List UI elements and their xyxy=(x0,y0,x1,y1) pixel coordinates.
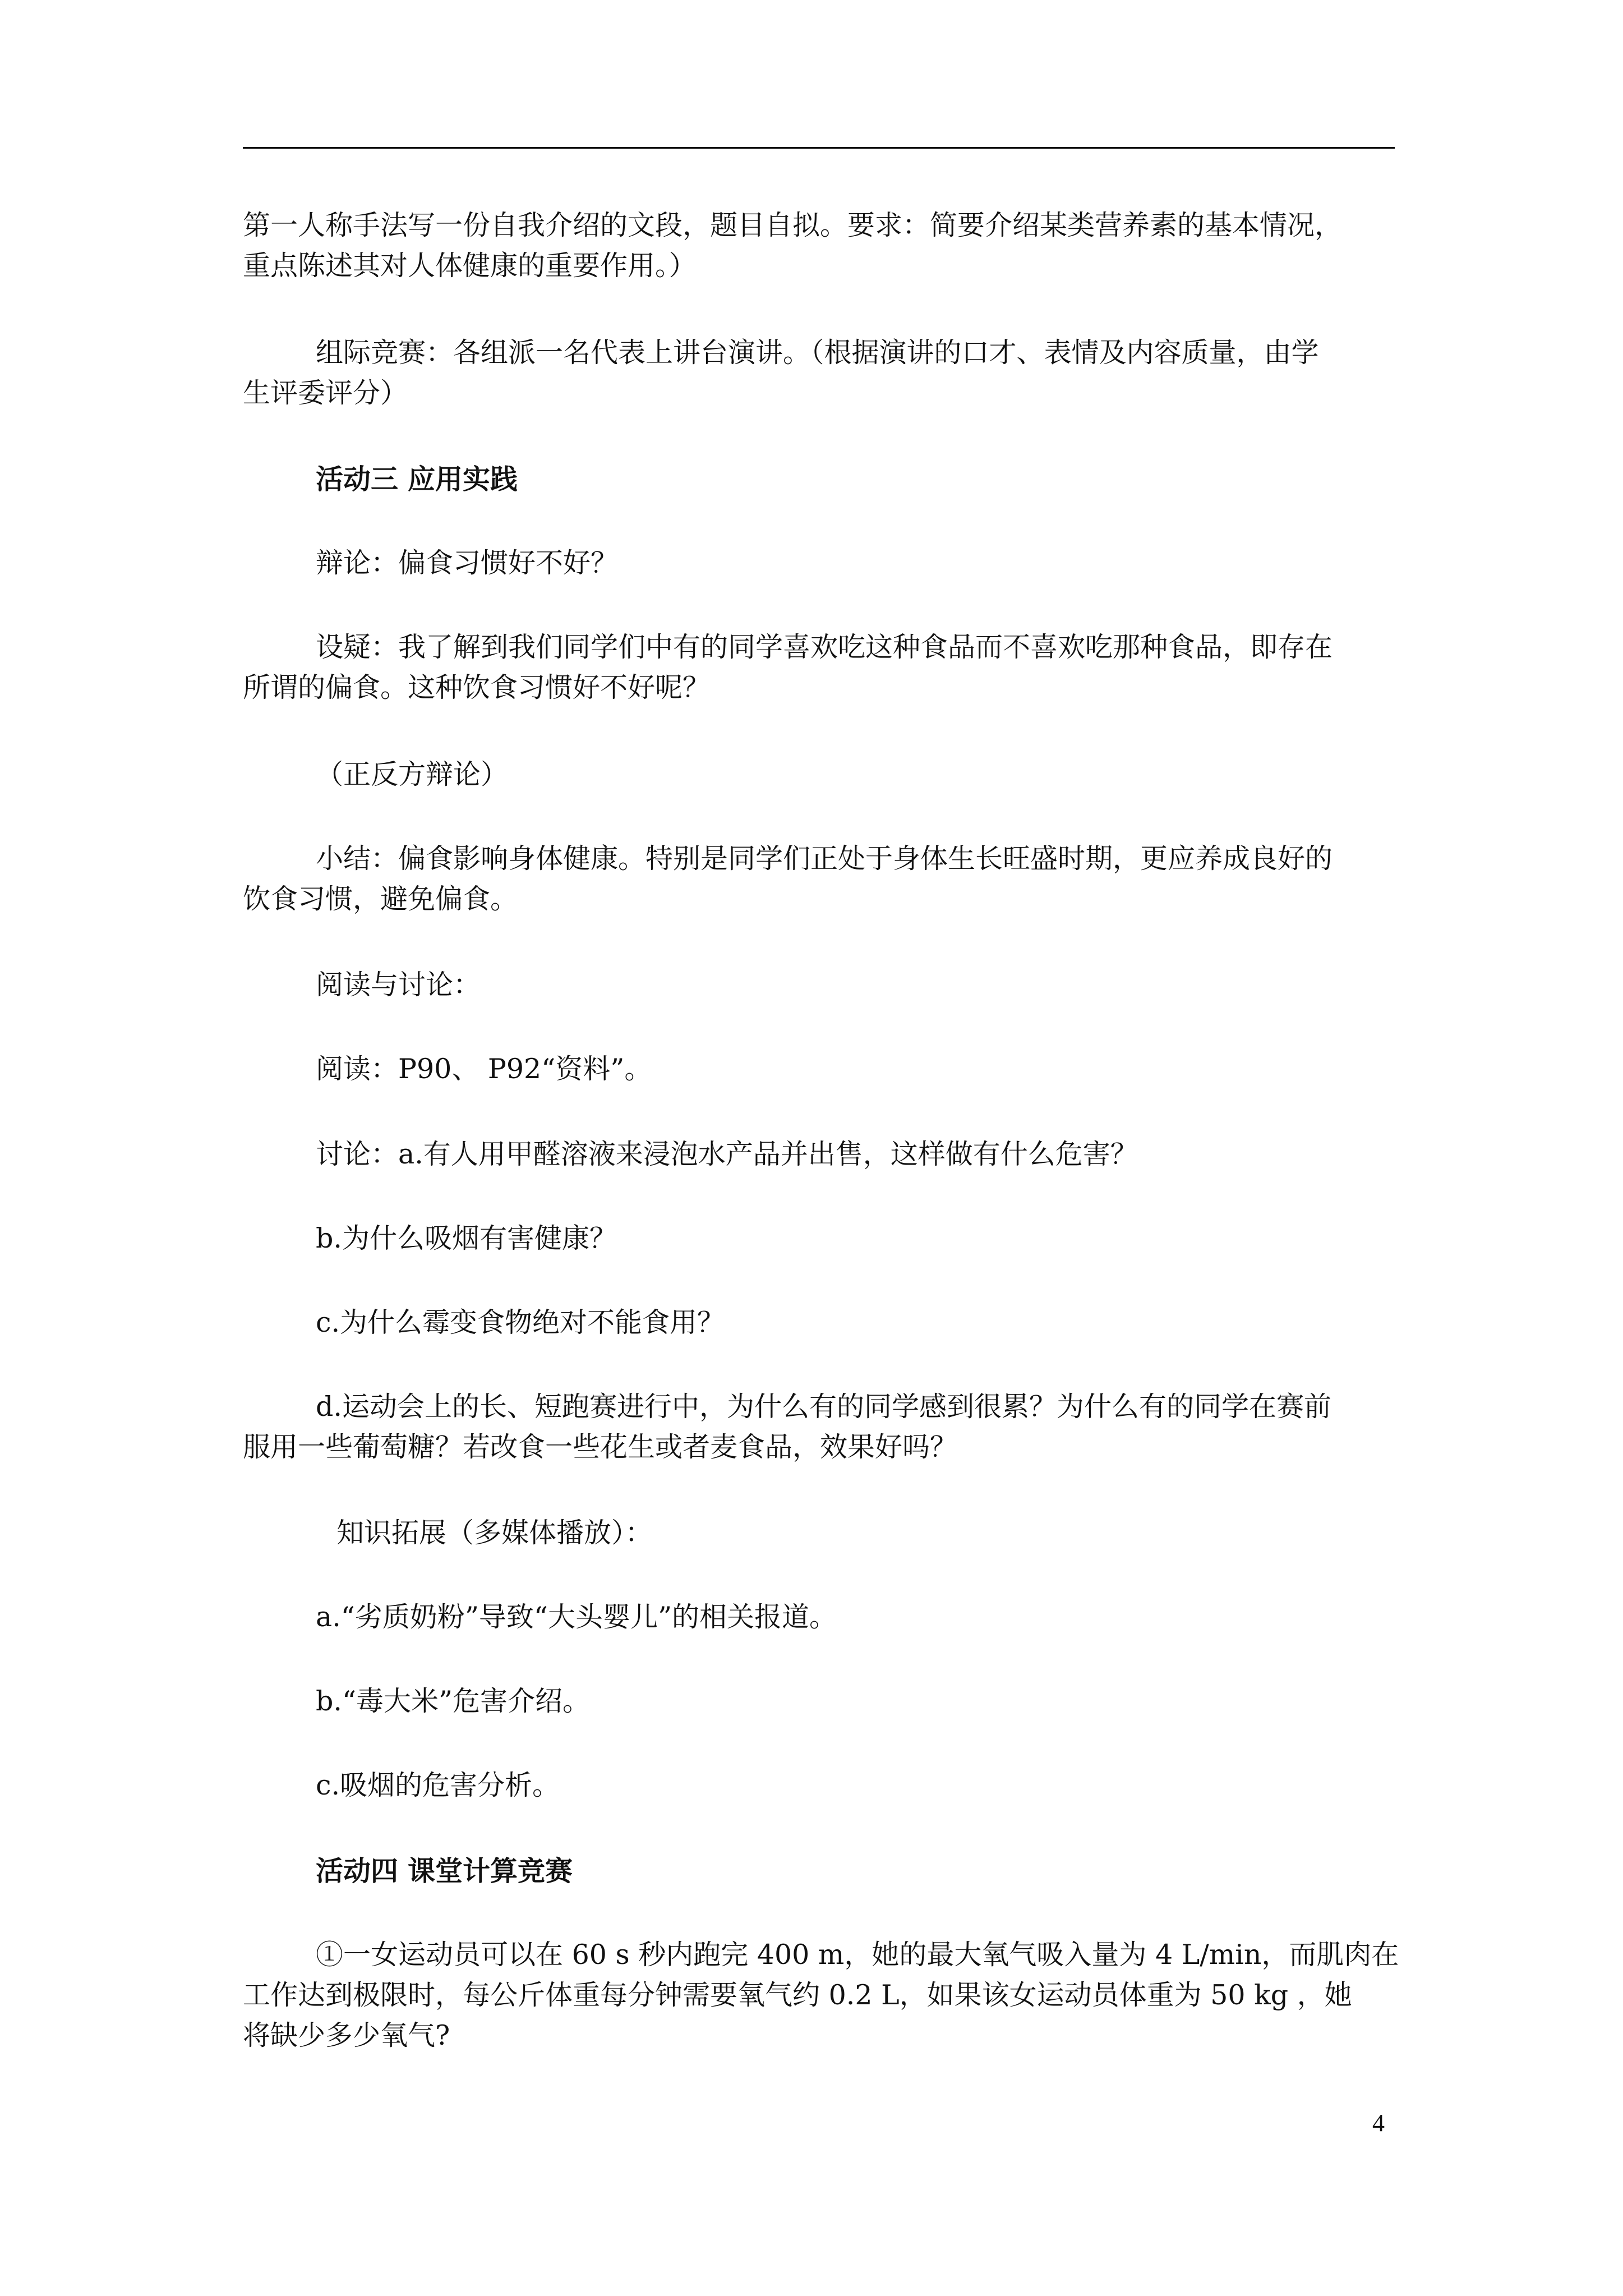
paragraph-summary-line2: 饮食习惯，避免偏食。 xyxy=(243,883,518,915)
paragraph-read-discuss: 阅读与讨论： xyxy=(316,969,481,1001)
paragraph-discuss-d-line2: 服用一些葡萄糖？若改食一些花生或者麦食品，效果好吗？ xyxy=(243,1431,958,1463)
paragraph-knowledge-a: a.“劣质奶粉”导致“大头婴儿”的相关报道。 xyxy=(316,1601,837,1633)
paragraph-read: 阅读：P90、 P92“资料”。 xyxy=(316,1053,652,1085)
heading-activity-4: 活动四 课堂计算竞赛 xyxy=(316,1855,573,1887)
paragraph-discuss-c: c.为什么霉变食物绝对不能食用？ xyxy=(316,1306,725,1338)
paragraph-group-contest-line1: 组际竞赛：各组派一名代表上讲台演讲。（根据演讲的口才、表情及内容质量，由学 xyxy=(316,337,1319,369)
paragraph-calc-line3: 将缺少多少氧气? xyxy=(243,2019,450,2051)
paragraph-pro-con: （正反方辩论） xyxy=(316,758,509,790)
paragraph-discuss-b: b.为什么吸烟有害健康？ xyxy=(316,1222,617,1254)
paragraph-question-line1: 设疑：我了解到我们同学们中有的同学喜欢吃这种食品而不喜欢吃那种食品，即存在 xyxy=(316,631,1333,663)
paragraph-self-intro-line2: 重点陈述其对人体健康的重要作用。） xyxy=(243,250,697,282)
paragraph-discuss-a: 讨论：a.有人用甲醛溶液来浸泡水产品并出售，这样做有什么危害？ xyxy=(316,1138,1138,1170)
heading-activity-3: 活动三 应用实践 xyxy=(316,463,518,495)
paragraph-knowledge: 知识拓展（多媒体播放）： xyxy=(336,1517,653,1549)
paragraph-discuss-d-line1: d.运动会上的长、短跑赛进行中，为什么有的同学感到很累？为什么有的同学在赛前 xyxy=(316,1391,1331,1423)
paragraph-group-contest-line2: 生评委评分） xyxy=(243,377,408,409)
paragraph-summary-line1: 小结：偏食影响身体健康。特别是同学们正处于身体生长旺盛时期，更应养成良好的 xyxy=(316,843,1333,875)
paragraph-self-intro-line1: 第一人称手法写一份自我介绍的文段，题目自拟。要求：简要介绍某类营养素的基本情况， xyxy=(243,209,1343,241)
paragraph-question-line2: 所谓的偏食。这种饮食习惯好不好呢？ xyxy=(243,671,711,703)
paragraph-knowledge-c: c.吸烟的危害分析。 xyxy=(316,1769,560,1801)
paragraph-debate: 辩论：偏食习惯好不好？ xyxy=(316,547,619,579)
paragraph-calc-line2: 工作达到极限时，每公斤体重每分钟需要氧气约 0.2 L，如果该女运动员体重为 50 kg ，她 xyxy=(243,1979,1352,2011)
paragraph-knowledge-b: b.“毒大米”危害介绍。 xyxy=(316,1685,591,1717)
paragraph-calc-line1: ①一女运动员可以在 60 s 秒内跑完 400 m，她的最大氧气吸入量为 4 L/min，而肌肉在 xyxy=(316,1939,1399,1971)
header-rule xyxy=(243,147,1395,149)
page-number: 4 xyxy=(1372,2109,1385,2137)
